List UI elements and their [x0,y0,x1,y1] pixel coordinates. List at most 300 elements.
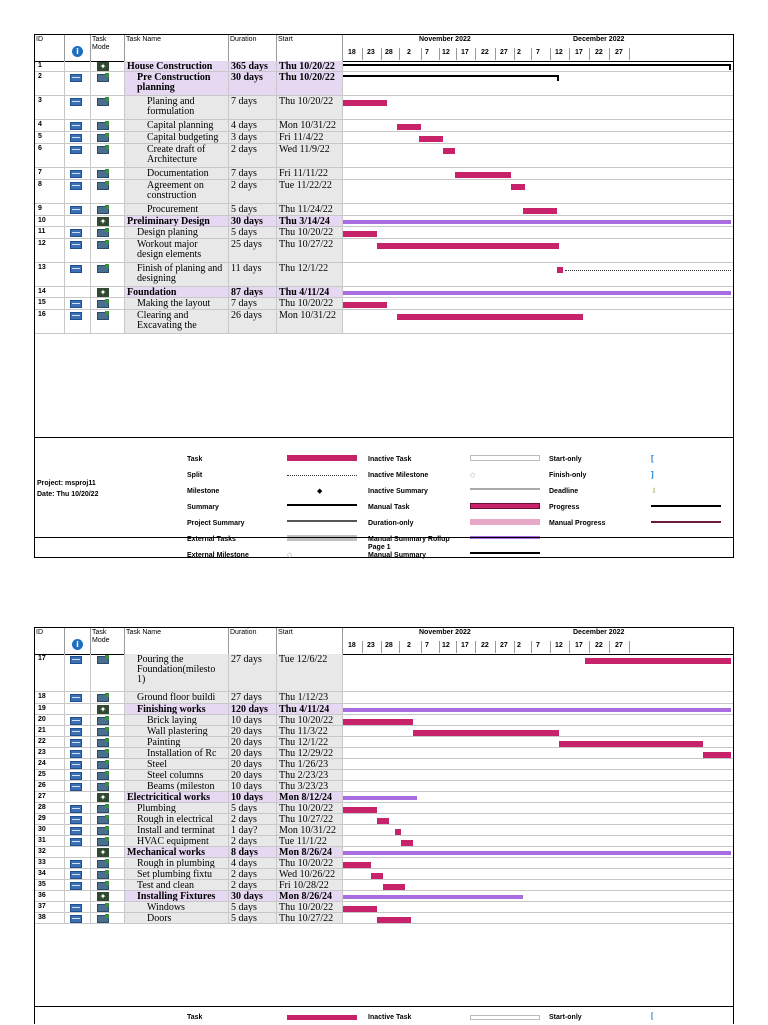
task-name[interactable]: Procurement [125,204,229,215]
task-bar[interactable] [413,730,559,736]
summary-rollup-bar[interactable] [343,220,731,224]
task-mode-cell[interactable] [91,781,125,791]
table-row[interactable] [35,803,733,814]
task-name[interactable]: Documentation [125,168,229,179]
page-2 [34,627,734,1024]
task-duration[interactable]: 10 days [229,781,277,791]
calendar-icon [70,206,82,214]
table-row[interactable] [35,298,733,310]
calendar-icon [70,134,82,142]
task-bar[interactable] [377,243,559,249]
task-name[interactable]: Rough in plumbing [125,858,229,868]
task-id: 11 [35,227,65,238]
task-name[interactable]: Create draft of Architecture [125,144,229,167]
table-row[interactable] [35,132,733,144]
task-mode-cell[interactable] [91,847,125,857]
task-mode-cell[interactable] [91,748,125,758]
task-duration[interactable]: 1 day? [229,825,277,835]
timescale-day: 2 [517,49,521,56]
task-mode-cell[interactable] [91,239,125,262]
task-name[interactable]: Pouring the Foundation(milesto 1) [125,654,229,691]
task-start[interactable]: Wed 10/26/22 [277,869,343,879]
task-name[interactable]: Capital budgeting [125,132,229,143]
task-duration[interactable]: 5 days [229,913,277,923]
task-bar[interactable] [559,741,703,747]
task-start[interactable]: Thu 4/11/24 [277,704,343,714]
summary-bar[interactable] [343,75,559,77]
task-start[interactable]: Thu 3/14/24 [277,216,343,226]
gantt-row [343,132,733,144]
task-bar[interactable] [585,658,731,664]
task-bar[interactable] [511,184,525,190]
task-start[interactable]: Fri 10/28/22 [277,880,343,890]
legend-row [35,552,733,562]
summary-rollup-bar[interactable] [343,708,731,712]
task-start[interactable]: Tue 11/22/22 [277,180,343,203]
task-name[interactable]: Workout major design elements [125,239,229,262]
task-name[interactable]: Electricitical works [125,792,229,802]
task-name[interactable]: Agreement on construction [125,180,229,203]
task-mode-cell[interactable] [91,726,125,736]
auto-schedule-icon [97,860,109,868]
gantt-row [343,168,733,180]
summary-rollup-bar[interactable] [343,895,523,899]
task-mode-cell[interactable] [91,168,125,179]
header-id: ID [35,628,65,654]
table-row[interactable] [35,792,733,803]
legend-row [35,504,733,514]
task-mode-cell[interactable] [91,287,125,297]
task-duration[interactable]: 20 days [229,759,277,769]
start-only-icon: [ [651,454,654,463]
task-duration[interactable]: 26 days [229,310,277,333]
table-row[interactable] [35,869,733,880]
auto-schedule-icon [97,656,109,664]
task-mode-cell[interactable] [91,737,125,747]
task-mode-cell[interactable] [91,72,125,95]
task-bar[interactable] [397,314,583,320]
task-mode-cell[interactable] [91,792,125,802]
indicator-cell [65,869,91,879]
legend-swatch [287,504,357,506]
task-name[interactable]: Windows [125,902,229,912]
task-mode-cell[interactable] [91,902,125,912]
table-row[interactable] [35,715,733,726]
table-row[interactable] [35,891,733,902]
table-row[interactable] [35,180,733,204]
task-duration[interactable]: 7 days [229,168,277,179]
auto-schedule-icon [97,717,109,725]
task-duration[interactable]: 2 days [229,880,277,890]
table-row[interactable] [35,310,733,334]
task-name[interactable]: Finish of planing and designing [125,263,229,286]
task-duration[interactable]: 2 days [229,180,277,203]
table-row[interactable] [35,120,733,132]
header-info [65,35,91,61]
task-mode-cell[interactable] [91,298,125,309]
timescale-day: 17 [461,642,469,649]
summary-rollup-bar[interactable] [343,796,417,800]
task-bar[interactable] [703,752,731,758]
inactive-milestone-icon: ◇ [470,472,476,479]
task-name[interactable]: Steel columns [125,770,229,780]
calendar-icon [70,170,82,178]
task-id: 33 [35,858,65,868]
timescale-separator [475,48,476,60]
table-row[interactable] [35,781,733,792]
task-start[interactable]: Thu 10/20/22 [277,902,343,912]
task-mode-cell[interactable] [91,96,125,119]
gantt-row [343,692,733,704]
task-name[interactable]: Brick laying [125,715,229,725]
legend-label: Inactive Milestone [368,472,429,479]
legend-label: Milestone [187,488,220,495]
task-start[interactable]: Thu 10/27/22 [277,239,343,262]
task-start[interactable]: Wed 11/9/22 [277,144,343,167]
table-row[interactable] [35,858,733,869]
task-start[interactable]: Thu 10/27/22 [277,814,343,824]
task-bar[interactable] [443,148,455,154]
task-bar[interactable] [343,100,387,106]
task-bar[interactable] [343,719,413,725]
split-line[interactable] [565,270,731,271]
task-start[interactable]: Fri 11/11/22 [277,168,343,179]
indicator-cell [65,704,91,714]
task-mode-cell[interactable] [91,310,125,333]
task-name[interactable]: Test and clean [125,880,229,890]
table-row[interactable] [35,704,733,715]
task-bar[interactable] [377,818,389,824]
task-mode-cell[interactable] [91,132,125,143]
timescale-month-1: November 2022 [419,36,471,43]
task-name[interactable]: Pre Construction planning [125,72,229,95]
legend-row [35,520,733,530]
legend-label: Manual Progress [549,520,606,527]
table-row[interactable] [35,168,733,180]
task-start[interactable]: Thu 3/23/23 [277,781,343,791]
task-duration[interactable]: 2 days [229,814,277,824]
task-duration[interactable]: 10 days [229,792,277,802]
gantt-row [343,654,733,692]
task-start[interactable]: Thu 11/3/22 [277,726,343,736]
gantt-row [343,239,733,263]
task-mode-cell[interactable] [91,227,125,238]
task-mode-cell[interactable] [91,204,125,215]
task-mode-cell[interactable] [91,858,125,868]
task-duration[interactable]: 120 days [229,704,277,714]
task-start[interactable]: Thu 10/20/22 [277,298,343,309]
table-row[interactable] [35,814,733,825]
task-start[interactable]: Thu 10/20/22 [277,72,343,95]
task-id: 12 [35,239,65,262]
timescale-day: 12 [442,49,450,56]
task-name[interactable]: Making the layout [125,298,229,309]
task-duration[interactable]: 8 days [229,847,277,857]
task-duration[interactable]: 2 days [229,836,277,846]
table-row[interactable] [35,737,733,748]
table-row[interactable] [35,825,733,836]
table-row[interactable] [35,96,733,120]
task-start[interactable]: Tue 12/6/22 [277,654,343,691]
task-duration[interactable]: 5 days [229,204,277,215]
task-start[interactable]: Mon 8/26/24 [277,847,343,857]
task-bar[interactable] [377,917,411,923]
task-start[interactable]: Thu 12/29/22 [277,748,343,758]
gantt-row [343,748,733,759]
task-bar[interactable] [523,208,557,214]
task-duration[interactable]: 20 days [229,737,277,747]
table-row[interactable] [35,61,733,72]
task-bar[interactable] [343,862,371,868]
task-bar[interactable] [419,136,443,142]
task-duration[interactable]: 27 days [229,654,277,691]
task-mode-cell[interactable] [91,891,125,901]
table-row[interactable] [35,654,733,692]
task-name[interactable]: Wall plastering [125,726,229,736]
task-id: 13 [35,263,65,286]
task-mode-cell[interactable] [91,120,125,131]
task-name[interactable]: Installation of Rc [125,748,229,758]
task-start[interactable]: Thu 12/1/22 [277,263,343,286]
header-start: Start [277,35,343,61]
task-duration[interactable]: 4 days [229,120,277,131]
gantt-row [343,72,733,96]
table-row[interactable] [35,72,733,96]
task-name[interactable]: Design planing [125,227,229,238]
calendar-icon [70,783,82,791]
task-name[interactable]: Doors [125,913,229,923]
task-duration[interactable]: 5 days [229,803,277,813]
task-duration[interactable]: 7 days [229,298,277,309]
task-start[interactable]: Thu 4/11/24 [277,287,343,297]
task-mode-cell[interactable] [91,654,125,691]
auto-schedule-icon [97,170,109,178]
task-id: 1 [35,61,65,71]
timescale-day: 23 [367,49,375,56]
task-duration[interactable]: 20 days [229,770,277,780]
table-row[interactable] [35,227,733,239]
calendar-icon [70,827,82,835]
task-start[interactable]: Thu 2/23/23 [277,770,343,780]
table-row[interactable] [35,263,733,287]
auto-schedule-icon [97,122,109,130]
task-bar[interactable] [557,267,563,273]
project-name: Project: msproj11 [37,480,96,487]
task-id: 20 [35,715,65,725]
task-start[interactable]: Mon 10/31/22 [277,825,343,835]
table-row[interactable] [35,144,733,168]
task-start[interactable]: Mon 8/26/24 [277,891,343,901]
task-start[interactable]: Thu 10/20/22 [277,96,343,119]
legend-page-2 [35,1006,733,1025]
task-bar[interactable] [383,884,405,890]
auto-schedule-icon [97,146,109,154]
task-duration[interactable]: 87 days [229,287,277,297]
task-mode-cell[interactable] [91,913,125,923]
indicator-cell [65,836,91,846]
task-id: 36 [35,891,65,901]
task-mode-cell[interactable] [91,770,125,780]
task-mode-cell[interactable] [91,759,125,769]
task-bar[interactable] [343,302,387,308]
task-id: 30 [35,825,65,835]
task-name[interactable]: Install and terminat [125,825,229,835]
task-start[interactable]: Thu 10/20/22 [277,803,343,813]
table-row[interactable] [35,216,733,227]
legend-swatch [287,535,357,541]
task-name[interactable]: Preliminary Design [125,216,229,226]
task-start[interactable]: Mon 8/12/24 [277,792,343,802]
task-duration[interactable]: 7 days [229,96,277,119]
summary-rollup-bar[interactable] [343,851,731,855]
task-mode-cell[interactable] [91,880,125,890]
table-row[interactable] [35,770,733,781]
task-mode-cell[interactable] [91,825,125,835]
indicator-cell [65,180,91,203]
task-mode-cell[interactable] [91,803,125,813]
task-name[interactable]: Mechanical works [125,847,229,857]
task-name[interactable]: Ground floor buildi [125,692,229,703]
task-duration[interactable]: 5 days [229,227,277,238]
task-duration[interactable]: 365 days [229,61,277,71]
task-mode-cell[interactable] [91,216,125,226]
task-name[interactable]: Rough in electrical [125,814,229,824]
task-mode-cell[interactable] [91,869,125,879]
task-start[interactable]: Thu 10/27/22 [277,913,343,923]
task-name[interactable]: Beams (mileston [125,781,229,791]
table-row[interactable] [35,726,733,737]
table-header [35,35,733,62]
timescale-separator [531,48,532,60]
task-bar[interactable] [343,807,377,813]
task-duration[interactable]: 11 days [229,263,277,286]
table-row[interactable] [35,913,733,924]
task-start[interactable]: Mon 10/31/22 [277,120,343,131]
task-duration[interactable]: 25 days [229,239,277,262]
indicator-cell [65,168,91,179]
task-start[interactable]: Thu 10/20/22 [277,61,343,71]
task-bar[interactable] [371,873,383,879]
timescale-separator [421,641,422,653]
task-duration[interactable]: 2 days [229,869,277,879]
timescale-separator [629,641,630,653]
task-mode-cell[interactable] [91,704,125,714]
task-start[interactable]: Thu 10/20/22 [277,227,343,238]
table-row[interactable] [35,759,733,770]
task-id: 27 [35,792,65,802]
task-duration[interactable]: 30 days [229,891,277,901]
task-duration[interactable]: 30 days [229,216,277,226]
summary-bar[interactable] [343,64,731,66]
table-row[interactable] [35,287,733,298]
task-mode-cell[interactable] [91,144,125,167]
task-duration[interactable]: 10 days [229,715,277,725]
task-mode-cell[interactable] [91,836,125,846]
task-name[interactable]: Capital planning [125,120,229,131]
task-name[interactable]: HVAC equipment [125,836,229,846]
header-id: ID [35,35,65,61]
calendar-icon [70,904,82,912]
task-bar[interactable] [401,840,413,846]
task-bar[interactable] [395,829,401,835]
page-number: Page 1 [368,544,391,551]
task-mode-cell[interactable] [91,263,125,286]
info-icon: i [72,46,83,57]
legend-label: Task [187,456,203,463]
table-row[interactable] [35,847,733,858]
task-id: 8 [35,180,65,203]
table-row[interactable] [35,204,733,216]
task-mode-cell[interactable] [91,692,125,703]
timescale-separator [589,48,590,60]
task-name[interactable]: Painting [125,737,229,747]
pushpin-icon: ✦ [97,288,109,297]
indicator-cell [65,770,91,780]
task-start[interactable]: Thu 11/24/22 [277,204,343,215]
timescale-day: 17 [575,642,583,649]
task-duration[interactable]: 2 days [229,144,277,167]
task-start[interactable]: Thu 10/20/22 [277,715,343,725]
task-name[interactable]: Finishing works [125,704,229,714]
task-id: 35 [35,880,65,890]
task-duration[interactable]: 20 days [229,726,277,736]
task-name[interactable]: Clearing and Excavating the [125,310,229,333]
table-row[interactable] [35,239,733,263]
table-row[interactable] [35,692,733,704]
task-name[interactable]: House Construction [125,61,229,71]
task-duration[interactable]: 27 days [229,692,277,703]
task-name[interactable]: Planing and formulation [125,96,229,119]
task-duration[interactable]: 4 days [229,858,277,868]
task-start[interactable]: Mon 10/31/22 [277,310,343,333]
task-bar[interactable] [343,906,377,912]
summary-rollup-bar[interactable] [343,291,731,295]
task-name[interactable]: Foundation [125,287,229,297]
task-start[interactable]: Thu 1/12/23 [277,692,343,703]
task-bar[interactable] [455,172,511,178]
task-duration[interactable]: 5 days [229,902,277,912]
task-name[interactable]: Set plumbing fixtu [125,869,229,879]
task-mode-cell[interactable] [91,715,125,725]
task-start[interactable]: Fri 11/4/22 [277,132,343,143]
task-start[interactable]: Thu 10/20/22 [277,858,343,868]
task-mode-cell[interactable] [91,180,125,203]
task-duration[interactable]: 30 days [229,72,277,95]
timescale-separator [629,48,630,60]
task-bar[interactable] [397,124,421,130]
task-duration[interactable]: 20 days [229,748,277,758]
task-name[interactable]: Plumbing [125,803,229,813]
indicator-cell [65,891,91,901]
task-bar[interactable] [343,231,377,237]
table-row[interactable] [35,836,733,847]
task-duration[interactable]: 3 days [229,132,277,143]
legend-label: Inactive Summary [368,488,428,495]
task-name[interactable]: Installing Fixtures [125,891,229,901]
table-row[interactable] [35,748,733,759]
task-start[interactable]: Thu 12/1/22 [277,737,343,747]
task-mode-cell[interactable] [91,61,125,71]
table-row[interactable] [35,902,733,913]
timescale-day: 18 [348,642,356,649]
task-start[interactable]: Thu 1/26/23 [277,759,343,769]
task-start[interactable]: Tue 11/1/22 [277,836,343,846]
task-name[interactable]: Steel [125,759,229,769]
gantt-row [343,880,733,891]
indicator-cell [65,263,91,286]
table-row[interactable] [35,880,733,891]
task-mode-cell[interactable] [91,814,125,824]
